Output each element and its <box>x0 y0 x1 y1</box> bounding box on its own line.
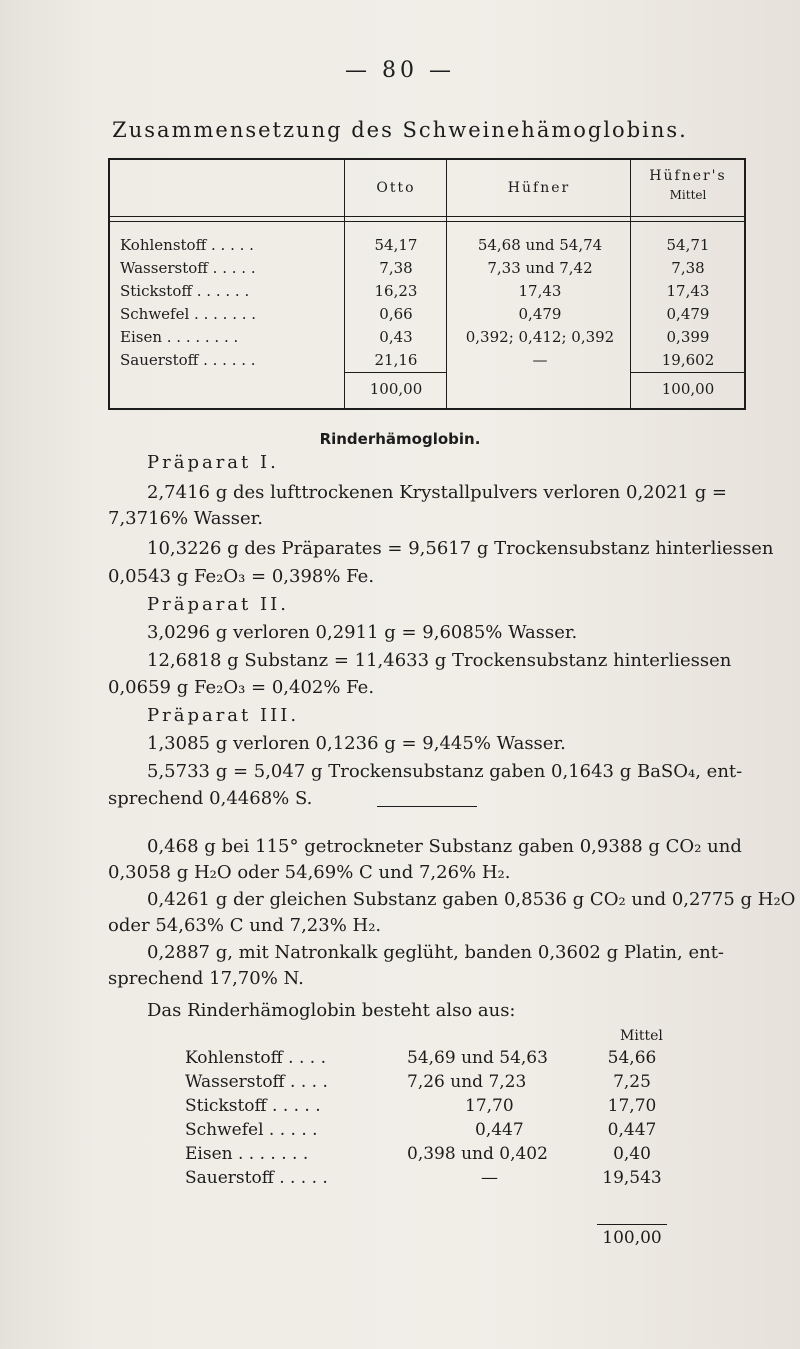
table-row: Wasserstoff . . . . . 7,38 7,33 und 7,42 7,38 <box>120 259 705 277</box>
sum-rule-otto <box>344 372 446 373</box>
list-item: Kohlenstoff . . . . 54,69 und 54,63 54,66 <box>185 1048 657 1068</box>
list-item: Eisen . . . . . . . 0,398 und 0,402 0,40 <box>185 1144 651 1164</box>
sum-rule <box>597 1224 667 1225</box>
pig-hemoglobin-table <box>108 158 746 410</box>
text-line: sprechend 0,4468% S. <box>108 788 313 809</box>
list-item: Schwefel . . . . . 0,447 0,447 <box>185 1120 657 1140</box>
text-line: 3,0296 g verloren 0,2911 g = 9,6085% Wasser. <box>147 622 578 643</box>
text-line: 0,468 g bei 115° getrockneter Substanz gaben 0,9388 g CO₂ und <box>147 836 742 857</box>
text-line: Das Rinderhämoglobin besteht also aus: <box>147 1000 516 1021</box>
text-line: 7,3716% Wasser. <box>108 508 263 529</box>
text-line: sprechend 17,70% N. <box>108 968 304 989</box>
composition-total: 100,00 <box>602 1228 662 1248</box>
mittel-label: Mittel <box>620 1028 663 1044</box>
header-double-rule <box>110 216 744 222</box>
header-mittel: Mittel <box>669 188 707 202</box>
text-line: 0,4261 g der gleichen Substanz gaben 0,8536 g CO₂ und 0,2775 g H₂O <box>147 889 796 910</box>
section-divider <box>377 806 477 807</box>
header-otto: Otto <box>376 180 416 196</box>
text-line: 12,6818 g Substanz = 11,4633 g Trockensubstanz hinterliessen <box>147 650 732 671</box>
header-huefner: Hüfner <box>507 180 571 196</box>
table-row: Schwefel . . . . . . . 0,66 0,479 0,479 <box>120 305 710 323</box>
table-row: Kohlenstoff . . . . . 54,17 54,68 und 54,74 54,71 <box>120 236 710 254</box>
bovine-hemoglobin-composition <box>185 1028 685 1248</box>
text-line: 1,3085 g verloren 0,1236 g = 9,445% Wasser. <box>147 733 566 754</box>
list-item: Stickstoff . . . . . 17,70 17,70 <box>185 1096 657 1116</box>
text-line: 2,7416 g des lufttrockenen Krystallpulvers verloren 0,2021 g = <box>147 482 728 503</box>
text-line: 0,3058 g H₂O oder 54,69% C und 7,26% H₂. <box>108 862 511 883</box>
page-title: Zusammensetzung des Schweinehämoglobins. <box>112 118 688 142</box>
table-row: Sauerstoff . . . . . . 21,16 — 19,602 <box>120 351 715 369</box>
header-huefners: Hüfner's <box>649 168 727 184</box>
table-total-row: 100,00 100,00 <box>369 380 715 398</box>
section-heading: Rinderhämoglobin. <box>319 430 481 448</box>
page-number: — 80 — <box>345 58 455 83</box>
preparation-heading: Präparat III. <box>147 705 300 726</box>
list-item: Wasserstoff . . . . 7,26 und 7,23 7,25 <box>185 1072 651 1092</box>
preparation-heading: Präparat I. <box>147 452 279 473</box>
text-line: 5,5733 g = 5,047 g Trockensubstanz gaben 0,1643 g BaSO₄, ent- <box>147 761 743 782</box>
table-row: Eisen . . . . . . . . 0,43 0,392; 0,412; 0,392 0,399 <box>120 328 710 346</box>
preparation-heading: Präparat II. <box>147 594 289 615</box>
sum-rule-mittel <box>630 372 744 373</box>
text-line: 10,3226 g des Präparates = 9,5617 g Trockensubstanz hinterliessen <box>147 538 774 559</box>
list-item: Sauerstoff . . . . . — 19,543 <box>185 1168 662 1188</box>
text-line: 0,2887 g, mit Natronkalk geglüht, banden 0,3602 g Platin, ent- <box>147 942 725 963</box>
table-row: Stickstoff . . . . . . 16,23 17,43 17,43 <box>120 282 710 300</box>
text-line: oder 54,63% C und 7,23% H₂. <box>108 915 382 936</box>
text-line: 0,0543 g Fe₂O₃ = 0,398% Fe. <box>108 566 375 587</box>
text-line: 0,0659 g Fe₂O₃ = 0,402% Fe. <box>108 677 375 698</box>
